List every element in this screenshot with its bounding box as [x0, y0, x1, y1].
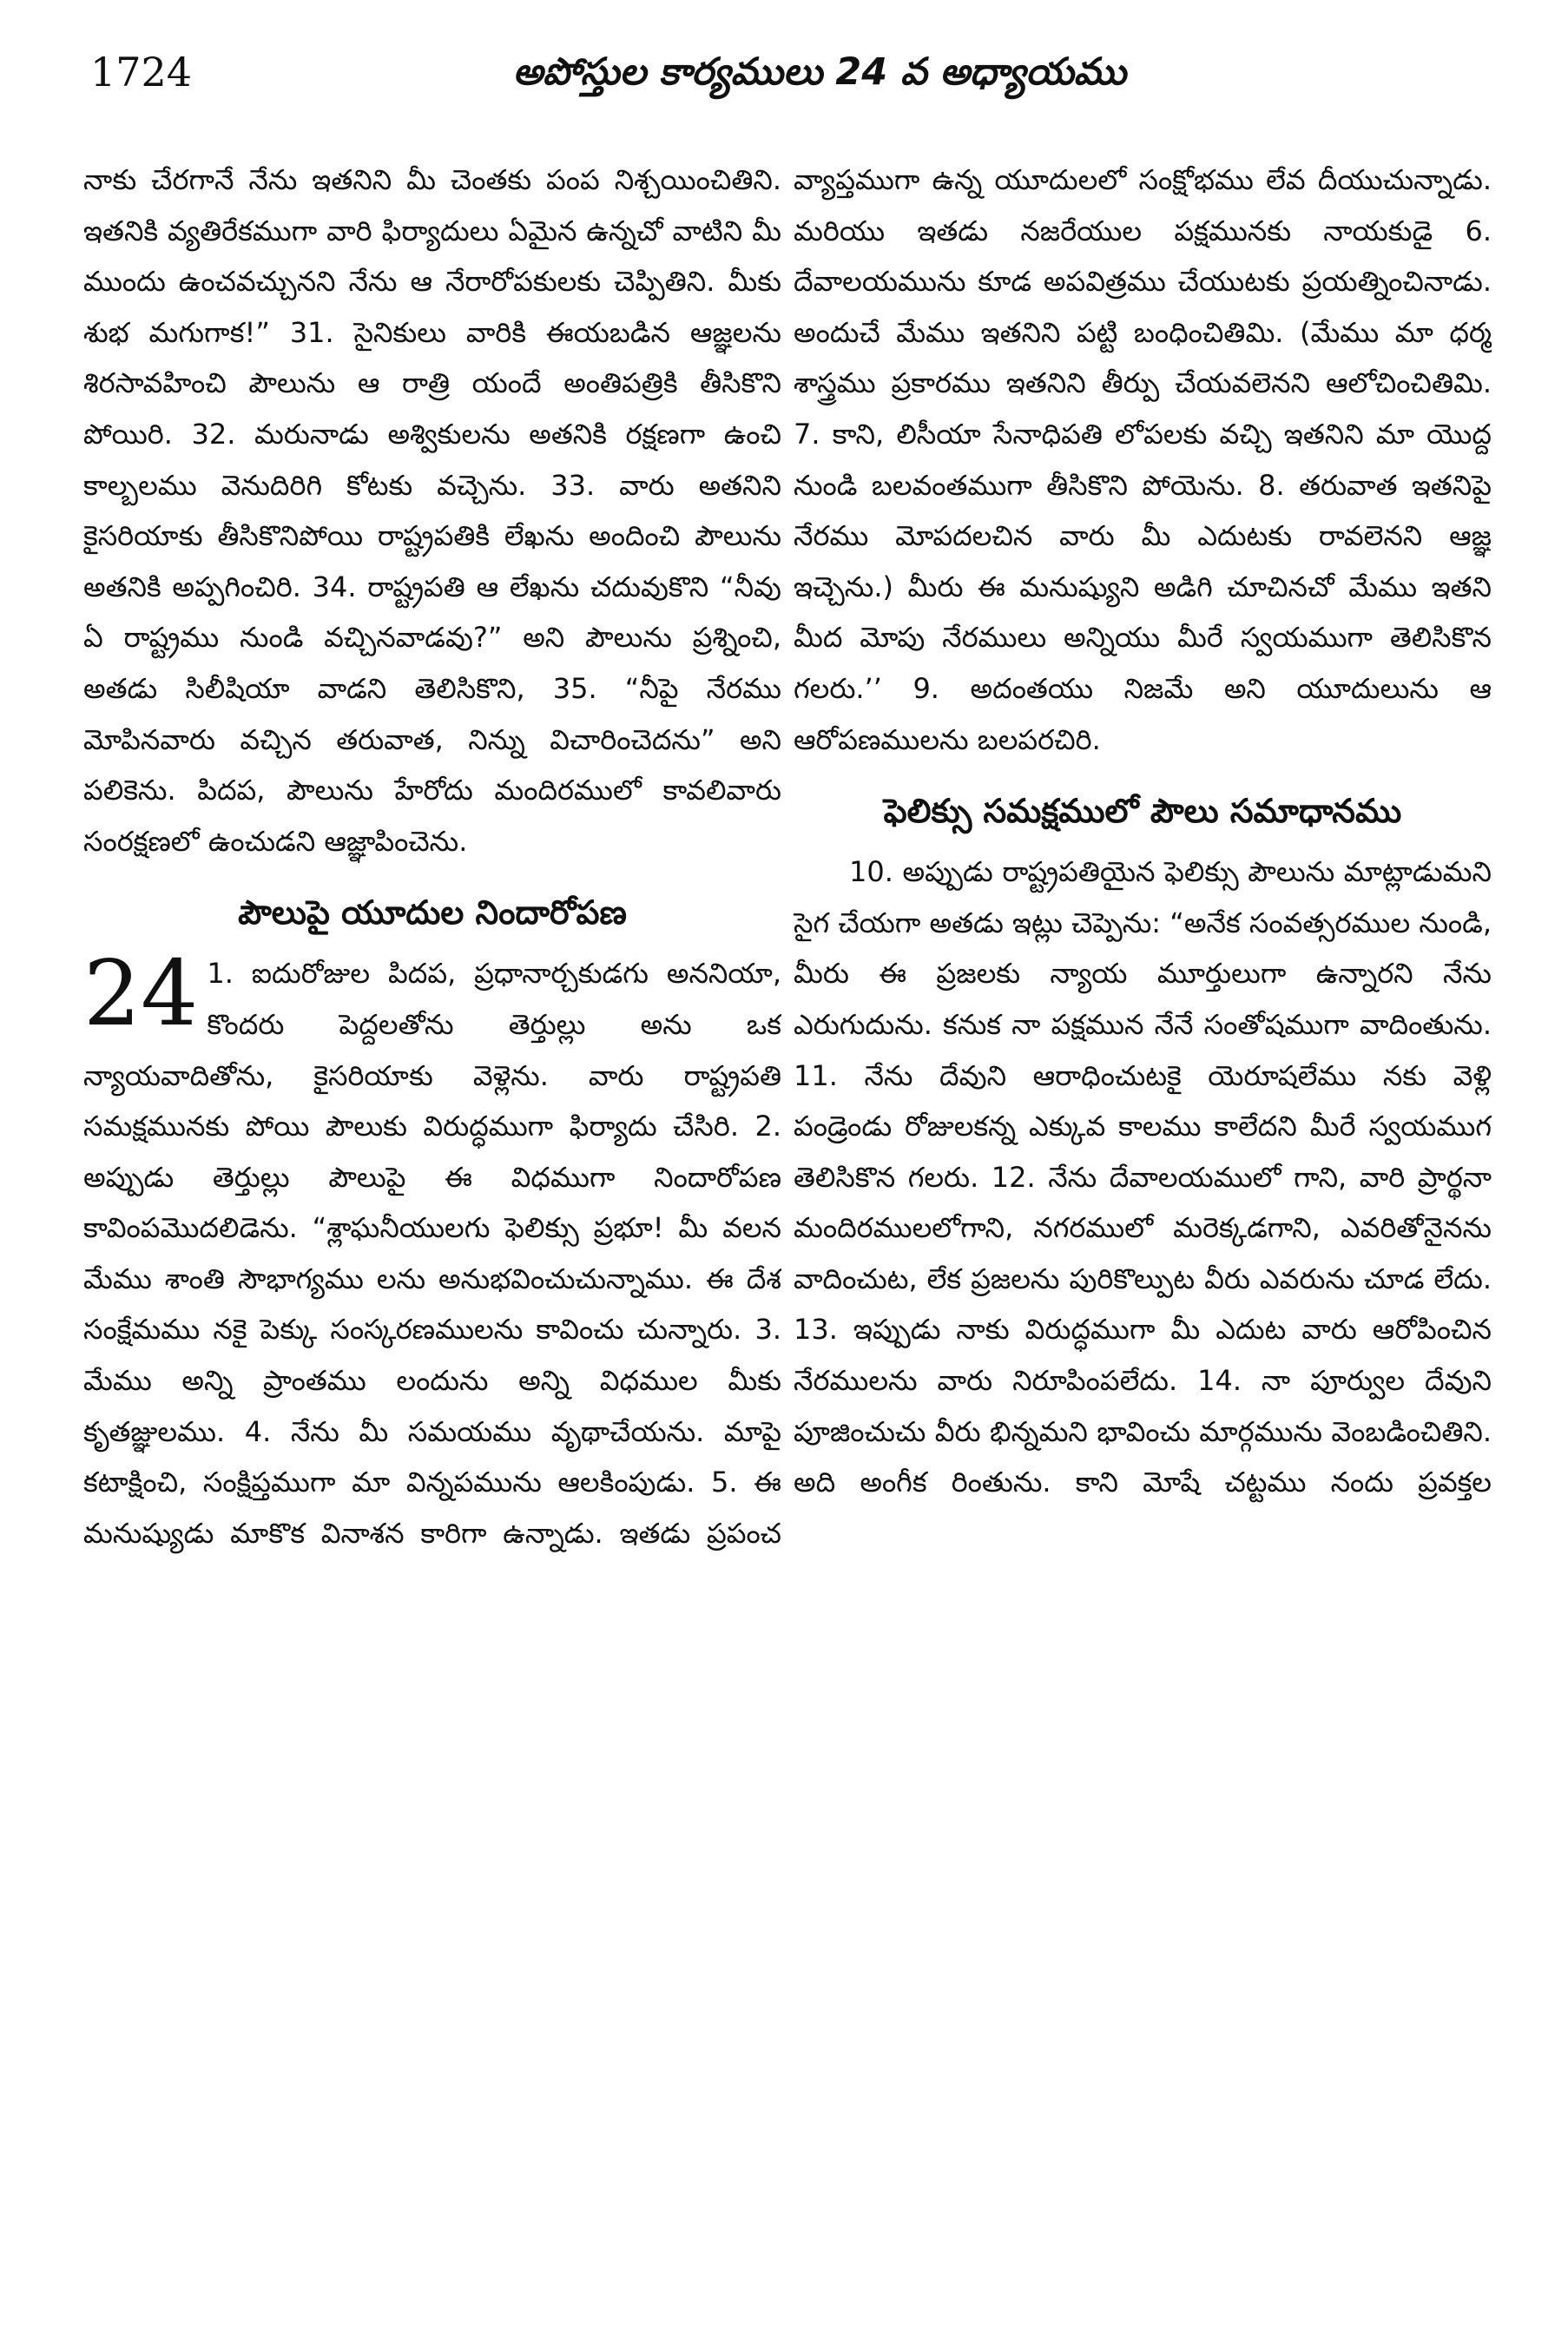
section-heading: పౌలుపై యూదుల నిందారోపణ [238, 893, 627, 932]
verse-paragraph: 1. ఐదురోజుల పిదప, ప్రధానార్చకుడగు అననియా, కొందరు పెద్దలతోను తెర్తుల్లు అను ఒక న్యాయవాదితోను, కైసరియాకు వెళ్లెను. వారు రాష్ట్రపతి సమక్షమునకు పోయి పౌలుకు విరుద్ధముగా ఫిర్యాదు చేసిరి. 2. అప్పుడు తెర్తుల్లు పౌలుపై ఈ విధముగా నిందారోపణ కావింపమొదలిడెను. “శ్లాఘనీయులగు ఫెలిక్సు ప్రభూ! మీ వలన మేము శాంతి సౌభాగ్యము లను అనుభవించుచున్నాము. ఈ దేశ సంక్షేమము నకై పెక్కు సంస్కరణములను కావించు చున్నారు. 3. మేము అన్ని ప్రాంతము లందును అన్ని విధముల మీకు కృతజ్ఞులము. 4. నేను మీ సమయము వృథాచేయను. మాపై కటాక్షించి, సంక్షిప్తముగా మా విన్నపమును ఆలకింపుడు. 5. ఈ మనుష్యుడు మాకొక వినాశన కారిగా ఉన్నాడు. ఇతడు ప్రపంచ [83, 957, 781, 1550]
verse-paragraph: నాకు చేరగానే నేను ఇతనిని మీ చెంతకు పంప నిశ్చయించితిని. ఇతనికి వ్యతిరేకముగా వారి ఫిర్యాదులు ఏమైన ఉన్నచో వాటిని మీ ముందు ఉంచవచ్చునని నేను ఆ నేరారోపకులకు చెప్పితిని. మీకు శుభ మగుగాక!” 31. సైనికులు వారికి ఈయబడిన ఆజ్ఞలను శిరసావహించి పౌలును ఆ రాత్రి యందే అంతిపత్రికి తీసికొని పోయిరి. 32. మరునాడు అశ్వికులను అతనికి రక్షణగా ఉంచి కాల్బలము వెనుదిరిగి కోటకు వచ్చెను. 33. వారు అతనిని కైసరియాకు తీసికొనిపోయి రాష్ట్రపతికి లేఖను అందించి పౌలును అతనికి అప్పగించిరి. 34. రాష్ట్రపతి ఆ లేఖను చదువుకొని “నీవు ఏ రాష్ట్రము నుండి వచ్చినవాడవు?” అని పౌలును ప్రశ్నించి, అతడు సిలీషియా వాడని తెలిసికొని, 35. “నీపై నేరము మోపినవారు వచ్చిన తరువాత, నిన్ను విచారించెదను” అని పలికెను. పిదప, పౌలును హేరోదు మందిరములో కావలివారు సంరక్షణలో ఉంచుడని ఆజ్ఞాపించెను. [83, 163, 781, 858]
left-column [83, 155, 781, 2299]
chapter-start [83, 940, 781, 1558]
verse-paragraph: వ్యాప్తముగా ఉన్న యూదులలో సంక్షోభము లేవ దీయుచున్నాడు. మరియు ఇతడు నజరేయుల పక్షమునకు నాయకుడై 6. దేవాలయమును కూడ అపవిత్రము చేయుటకు ప్రయత్నించినాడు. అందుచే మేము ఇతనిని పట్టి బంధించితిమి. (మేము మా ధర్మ శాస్త్రము ప్రకారము ఇతనిని తీర్పు చేయవలెనని ఆలోచించితిమి. 7. కాని, లిసీయా సేనాధిపతి లోపలకు వచ్చి ఇతనిని మా యొద్ద నుండి బలవంతముగా తీసికొని పోయెను. 8. తరువాత ఇతనిపై నేరము మోపదలచిన వారు మీ ఎదుటకు రావలెనని ఆజ్ఞ ఇచ్చెను.) మీరు ఈ మనుష్యుని అడిగి చూచినచో మేము ఇతని మీద మోపు నేరములు అన్నియు మీరే స్వయముగా తెలిసికొన గలరు.’’ 9. అదంతయు నిజమే అని యూదులును ఆ ఆరోపణములను బలపరచిరి. [794, 163, 1492, 756]
running-head: అపోస్తుల కార్యములు 24 వ అధ్యాయము [512, 50, 1127, 94]
page-number: 1724 [90, 49, 193, 96]
section-heading: ఫెలిక్సు సమక్షములో పౌలు సమాధానము [883, 792, 1402, 831]
chapter-number: 24 [83, 940, 199, 1047]
right-column [794, 155, 1492, 2299]
page-header [90, 42, 1481, 102]
verse-paragraph: 10. అప్పుడు రాష్ట్రపతియైన ఫెలిక్సు పౌలును మాట్లాడుమని సైగ చేయగా అతడు ఇట్లు చెప్పెను: “అనేక సంవత్సరముల నుండి, మీరు ఈ ప్రజలకు న్యాయ మూర్తులుగా ఉన్నారని నేను ఎరుగుదును. కనుక నా పక్షమున నేనే సంతోషముగా వాదింతును. 11. నేను దేవుని ఆరాధించుటకై యెరూషలేము నకు వెళ్లి పండ్రెండు రోజులకన్న ఎక్కువ కాలము కాలేదని మీరే స్వయముగ తెలిసికొన గలరు. 12. నేను దేవాలయములో గాని, వారి ప్రార్థనా మందిరములలోగాని, నగరములో మరెక్కడగాని, ఎవరితోనైనను వాదించుట, లేక ప్రజలను పురికొల్పుట వీరు ఎవరును చూడ లేదు. 13. ఇప్పుడు నాకు విరుద్ధముగా మీ ఎదుట వారు ఆరోపించిన నేరములను వారు నిరూపింపలేదు. 14. నా పూర్వుల దేవుని పూజించుచు వీరు భిన్నమని భావించు మార్గమును వెంబడించితిని. అది అంగీక రింతును. కాని మోషే చట్టము నందు ప్రవక్తల [794, 855, 1492, 1499]
